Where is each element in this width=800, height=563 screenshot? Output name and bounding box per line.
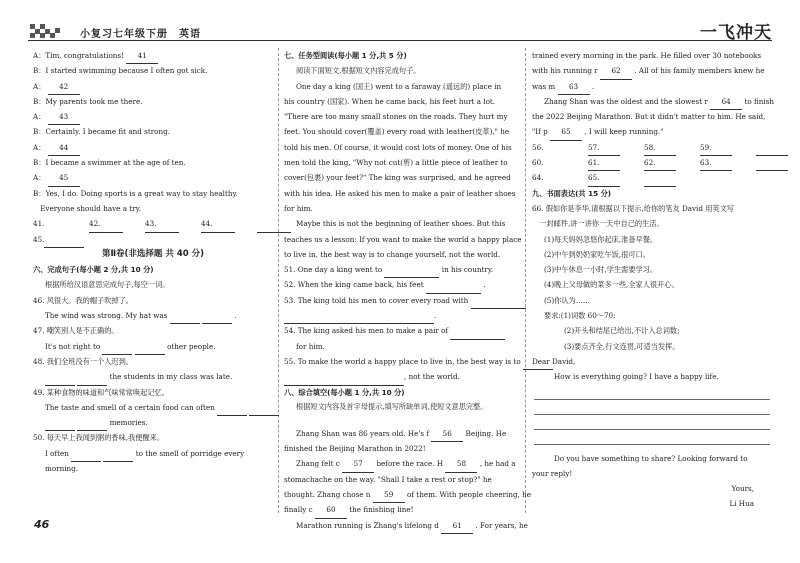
hint-line <box>532 262 770 277</box>
item-chinese <box>33 354 273 369</box>
answer-row <box>33 216 273 231</box>
cloze-line <box>532 63 770 78</box>
english-text: other people. <box>167 341 216 351</box>
dialog-line <box>33 94 273 109</box>
item-english <box>33 369 273 384</box>
section-title <box>33 262 273 277</box>
question-line <box>284 293 520 308</box>
numbered-blank[interactable]: 59 <box>373 487 405 503</box>
closing-line <box>532 466 770 481</box>
answer-label: 45. <box>33 234 45 244</box>
section-instruction <box>33 277 273 292</box>
writing-line[interactable] <box>534 418 770 430</box>
question-text: 54. The king asked his men to make a pair of <box>284 326 449 336</box>
cloze-text: "If p <box>532 127 548 137</box>
answer-slot <box>201 216 257 232</box>
answer-label: 42. <box>89 219 101 229</box>
answer-label: 61. <box>588 158 600 168</box>
numbered-blank[interactable]: 58 <box>445 456 477 472</box>
answer-row <box>532 170 770 185</box>
dialog-text: A： <box>33 142 46 152</box>
dialog-text: B：I started swimming because I often got sick. <box>33 66 208 76</box>
passage-line <box>284 216 520 231</box>
item-chinese <box>33 430 273 445</box>
dialog-text: B：Certainly. I became fit and strong. <box>33 127 170 137</box>
cloze-line <box>284 518 528 533</box>
answer-label: 60. <box>532 158 544 168</box>
numbered-blank[interactable]: 43 <box>48 109 80 125</box>
cloze-text: with his running r <box>532 66 598 76</box>
cloze-line <box>532 48 770 63</box>
part-two-title <box>33 247 273 262</box>
answer-slot <box>588 155 644 171</box>
writing-line[interactable] <box>534 433 770 445</box>
passage-text: feet. You should cover(覆盖) every road with leather(皮革)," he <box>284 127 510 137</box>
answer-slot <box>644 140 700 156</box>
passage-text: men told the king, "Why not cut(剪) a little piece of leather to <box>284 158 508 168</box>
book-title: 小复习七年级下册 英语 <box>80 29 201 40</box>
question-text: for him. <box>296 341 325 351</box>
numbered-blank[interactable]: 57 <box>342 456 374 472</box>
instruction-text: 阅读下面短文,根据短文内容完成句子。 <box>296 66 421 76</box>
column-divider <box>278 48 279 513</box>
answer-slot <box>532 155 588 171</box>
numbered-blank[interactable]: 61 <box>441 518 473 534</box>
dialog-line <box>33 48 273 63</box>
cloze-line <box>284 441 520 456</box>
answer-blank[interactable] <box>45 415 75 431</box>
page-number: 46 <box>34 518 50 531</box>
item-english <box>33 446 273 461</box>
question-text: 52. When the king came back, his feet <box>284 280 424 290</box>
cloze-line <box>284 456 520 471</box>
hint-line <box>532 277 770 292</box>
answer-blank[interactable] <box>284 369 404 385</box>
column-middle <box>284 48 532 533</box>
answer-slot <box>588 170 644 186</box>
hint-text: (5)你认为…… <box>544 295 591 305</box>
answer-blank[interactable] <box>202 308 232 324</box>
numbered-blank[interactable]: 42 <box>48 79 80 95</box>
answer-slot <box>145 216 201 232</box>
signoff <box>532 481 770 496</box>
salutation <box>532 354 770 369</box>
numbered-blank[interactable]: 63 <box>558 79 590 95</box>
cloze-text: Marathon running is Zhang's lifelong d <box>296 520 439 530</box>
dialog-text: A： <box>33 112 46 122</box>
answer-blank[interactable] <box>756 155 788 171</box>
cloze-line <box>532 94 774 109</box>
passage-text: told his men. Of course, it would cost lots of money. One of his <box>284 142 512 152</box>
instruction-text: 根据所给汉语意思完成句子,每空一词。 <box>45 280 170 290</box>
item-english <box>33 308 273 323</box>
dialog-text: A： <box>33 173 46 183</box>
numbered-blank[interactable]: 45 <box>48 170 80 186</box>
answer-blank[interactable] <box>284 308 437 324</box>
answer-label: 57. <box>588 142 600 152</box>
answer-label: 41. <box>33 219 45 229</box>
cloze-text: the finishing line! <box>349 505 414 515</box>
answer-slot <box>700 140 756 156</box>
answer-blank[interactable] <box>44 232 84 248</box>
closing-text: your reply! <box>532 468 573 478</box>
cloze-text: . <box>591 81 595 91</box>
cloze-text: the 2022 Beijing Marathon. But it didn't matter to him. He said, <box>532 112 766 122</box>
cloze-line <box>532 109 770 124</box>
item-chinese <box>33 293 273 308</box>
cloze-text: Zhang felt c <box>296 459 340 469</box>
section-title <box>532 186 770 201</box>
answer-slot <box>33 216 89 232</box>
cloze-text: . For years, he <box>475 520 528 530</box>
cloze-text: was m <box>532 81 556 91</box>
question-text: 51. One day a king went to <box>284 265 383 275</box>
page-header <box>0 0 800 46</box>
answer-slot <box>644 155 700 171</box>
answer-blank[interactable] <box>45 369 75 385</box>
answer-blank[interactable] <box>249 400 279 416</box>
answer-blank[interactable] <box>170 308 200 324</box>
dialog-text: B：I became a swimmer at the age of ten. <box>33 158 186 168</box>
answer-blank[interactable] <box>103 446 133 462</box>
answer-blank[interactable] <box>384 262 439 278</box>
answer-row <box>532 155 770 170</box>
dialog-line <box>33 201 273 216</box>
cloze-line <box>284 472 520 487</box>
cloze-text: Zhang Shan was 86 years old. He's f <box>296 428 429 438</box>
passage-text: his country (国家). When he came back, his feet hurt a lot. <box>284 96 496 106</box>
english-text: The taste and smell of a certain food can often <box>45 402 215 412</box>
section-instruction <box>284 400 520 426</box>
english-text: memories. <box>109 418 148 428</box>
chinese-text: 48. 我们全班没有一个人迟到。 <box>33 356 133 366</box>
answer-blank[interactable] <box>71 446 101 462</box>
dialog-line <box>33 140 273 155</box>
answer-label: 59. <box>700 142 712 152</box>
answer-slot <box>532 170 588 186</box>
cloze-text: to finish <box>744 96 774 106</box>
dialog-text: Everyone should have a try. <box>33 203 141 213</box>
answer-blank[interactable] <box>77 369 107 385</box>
section-title: 六、完成句子(每小题 2 分,共 10 分) <box>33 265 154 275</box>
answer-slot <box>532 140 588 156</box>
answer-label: 65. <box>588 173 600 183</box>
answer-slot <box>588 140 644 156</box>
question-line <box>284 277 520 292</box>
cloze-text: , I will keep running." <box>584 127 664 137</box>
item-english <box>33 461 273 476</box>
answer-slot <box>700 155 756 171</box>
passage-text: Maybe this is not the beginning of leather shoes. But this <box>296 219 506 229</box>
instruction-text: 根据短文内容及首字母提示,填写所缺单词,使短文意思完整。 <box>296 401 488 411</box>
dialog-line <box>33 79 273 94</box>
numbered-blank[interactable]: 64 <box>710 94 742 110</box>
closing-line <box>532 451 770 466</box>
answer-label: 43. <box>145 219 157 229</box>
answer-label: 63. <box>700 158 712 168</box>
chinese-text: 46. 风很大。我的帽子吹掉了。 <box>33 295 133 305</box>
english-text: I often <box>45 448 69 458</box>
english-text: to the smell of porridge every <box>135 448 245 458</box>
answer-label: 62. <box>644 158 656 168</box>
passage-line <box>284 247 520 262</box>
closing-text: Do you have something to share? Looking forward to <box>554 453 748 463</box>
answer-blank[interactable] <box>756 140 788 156</box>
cloze-text: . All of his family members knew he <box>634 66 765 76</box>
item-english <box>33 400 273 415</box>
column-divider <box>525 48 526 513</box>
dialog-line <box>33 63 273 78</box>
signoff-text: Yours, <box>731 484 754 494</box>
passage-text: teaches us a lesson: If you want to make the world a happy place <box>284 234 522 244</box>
writing-line[interactable] <box>534 388 770 400</box>
passage-line <box>284 155 520 170</box>
chinese-text: 50. 每天早上我闻到粥的香味,我便醒来。 <box>33 433 165 443</box>
hint-text: (1)每天妈妈忽悠你起床,准备早餐。 <box>544 234 658 244</box>
answer-blank[interactable] <box>450 323 505 339</box>
answer-blank[interactable] <box>77 415 107 431</box>
answer-label: 44. <box>201 219 213 229</box>
numbered-blank[interactable]: 62 <box>600 63 632 79</box>
passage-line <box>284 124 520 139</box>
english-text: morning. <box>45 464 79 474</box>
column-right <box>532 48 774 512</box>
passage-text: One day a king (国王) went to a faraway (遥远的) place in <box>296 81 502 91</box>
question-line <box>284 339 520 354</box>
dialog-line <box>33 155 273 170</box>
item-english <box>33 339 273 354</box>
requirement-line <box>532 339 770 354</box>
answer-blank[interactable] <box>644 170 676 186</box>
cloze-text: of them. With people cheering, he <box>407 490 532 500</box>
question-text: , not the world. <box>404 372 460 382</box>
passage-line <box>284 140 520 155</box>
answer-blank[interactable] <box>471 293 526 309</box>
hint-text: (3)中午休息一小时,学生需要学习。 <box>544 265 658 275</box>
question-text: . <box>483 280 486 290</box>
opening-line <box>532 369 770 384</box>
cloze-text: thought. Zhang chose n <box>284 490 371 500</box>
answer-label: 56. <box>532 142 544 152</box>
prompt-line <box>532 201 770 216</box>
prompt-line <box>532 216 770 231</box>
question-line <box>284 308 520 323</box>
numbered-blank[interactable]: 56 <box>431 426 463 442</box>
cloze-text: before the race. H <box>376 459 444 469</box>
section-title <box>284 385 520 400</box>
section-title: 七、任务型阅读(每小题 1 分,共 5 分) <box>284 51 407 60</box>
passage-line <box>284 109 520 124</box>
salutation-text: Dear David, <box>532 356 576 366</box>
cloze-text: trained every morning in the park. He filled over 30 notebooks <box>532 51 762 60</box>
dialog-line <box>33 124 273 139</box>
english-text: It's not right to <box>45 341 101 351</box>
dialog-line <box>33 170 273 185</box>
question-text: . <box>434 311 437 321</box>
question-line <box>284 323 520 338</box>
item-chinese <box>33 323 273 338</box>
dialog-text: A： <box>33 81 46 91</box>
signature-text: Li Hua <box>729 499 754 509</box>
dialog-line <box>33 109 273 124</box>
cloze-line <box>532 124 770 139</box>
requirement-text: 要求:(1)词数 60～70; <box>544 311 616 321</box>
requirement-text: (3)要点齐全,行文连贯,可适当发挥。 <box>564 341 680 351</box>
passage-text: "There are too many small stones on the roads. They hurt my <box>284 112 508 122</box>
passage-line <box>284 186 520 201</box>
answer-row <box>532 140 770 155</box>
cloze-text: finished the Beijing Marathon in 2022! <box>284 444 426 454</box>
answer-label: 64. <box>532 173 544 183</box>
dialog-line <box>33 186 273 201</box>
english-text: The wind was strong. My hat was <box>45 311 168 321</box>
numbered-blank[interactable]: 65 <box>550 124 582 140</box>
requirement-line <box>532 323 770 338</box>
question-text: 55. To make the world a happy place to live in, the best way is to <box>284 356 521 366</box>
opening-text: How is everything going? I have a happy life. <box>554 372 719 382</box>
part-two-title: 第Ⅱ卷(非选择题 共 40 分) <box>101 248 205 259</box>
question-line <box>284 262 520 277</box>
brand-logo: 一飞冲天 <box>700 23 772 43</box>
hint-line <box>532 247 770 262</box>
dialog-text: B：Yes, I do. Doing sports is a great way to stay healthy. <box>33 188 238 198</box>
column-left <box>33 48 273 476</box>
hint-text: (4)晚上父母做的菜多一些,全家人很开心。 <box>544 280 679 290</box>
answer-label: 58. <box>644 142 656 152</box>
cloze-text: Zhang Shan was the oldest and the slowest r <box>544 96 708 106</box>
passage-text: cover(包裹) your feet?" The king was surprised, and he agreed <box>284 173 511 183</box>
numbered-blank[interactable]: 44 <box>48 140 80 156</box>
chinese-text: 47. 嘲笑别人是不正确的。 <box>33 326 119 336</box>
passage-line <box>284 170 520 185</box>
question-text: in his country. <box>441 265 494 275</box>
cloze-line <box>284 502 520 517</box>
book-logo-icon <box>30 24 68 38</box>
passage-line <box>284 94 520 109</box>
item-english <box>33 415 273 430</box>
question-text: 53. The king told his men to cover every road with <box>284 295 469 305</box>
section-title: 九、书面表达(共 15 分) <box>532 188 612 198</box>
answer-blank[interactable] <box>426 277 481 293</box>
writing-line[interactable] <box>534 403 770 415</box>
requirement-text: (2)开头和结尾已给出,不计入总词数; <box>564 326 680 336</box>
requirement-line <box>532 308 770 323</box>
signature <box>532 496 770 511</box>
passage-text: with his idea. He asked his men to make a pair of leather shoes <box>284 188 516 198</box>
answer-row <box>33 232 273 247</box>
cloze-line <box>284 426 520 441</box>
cloze-line <box>532 79 770 94</box>
chinese-text: 49. 某种食物的味道和气味常常唤起记忆。 <box>33 387 169 397</box>
numbered-blank[interactable]: 41 <box>126 48 158 64</box>
prompt-text: 66. 假如你是李华,请根据以下提示,给你的笔友 David 用英文写 <box>532 203 734 213</box>
section-title <box>284 48 520 63</box>
passage-line <box>284 201 520 216</box>
hint-line <box>532 232 770 247</box>
passage-line <box>284 79 520 94</box>
answer-blank[interactable] <box>102 339 132 355</box>
prompt-text: 一封邮件,讲一讲你一天中自己的生活。 <box>532 219 664 229</box>
answer-blank[interactable] <box>217 400 247 416</box>
passage-text: for him. <box>284 203 313 213</box>
answer-slot <box>89 216 145 232</box>
english-text: . <box>234 311 237 321</box>
question-line <box>284 369 520 384</box>
item-chinese <box>33 385 273 400</box>
dialog-text: A：Tim, congratulations! <box>33 51 124 60</box>
hint-line <box>532 293 770 308</box>
question-line <box>284 354 520 369</box>
cloze-text: Beijing. He <box>465 428 507 438</box>
passage-line <box>284 232 520 247</box>
passage-text: to live in, the best way is to change yourself, not the world. <box>284 249 501 259</box>
hint-text: (2)中午到奶奶家吃午饭,很可口。 <box>544 249 650 259</box>
answer-blank[interactable] <box>135 339 165 355</box>
cloze-line <box>284 487 532 502</box>
header-rule <box>28 40 772 41</box>
cloze-text: , he had a <box>479 459 516 469</box>
cloze-text: stomachache on the way. "Shall I take a rest or stop?" he <box>284 474 492 484</box>
section-instruction <box>284 63 520 78</box>
section-title: 八、综合填空(每小题 1 分,共 10 分) <box>284 387 405 397</box>
dialog-text: B：My parents took me there. <box>33 96 143 106</box>
numbered-blank[interactable]: 60 <box>315 502 347 518</box>
cloze-text: finally c <box>284 505 313 515</box>
english-text: the students in my class was late. <box>109 372 233 382</box>
